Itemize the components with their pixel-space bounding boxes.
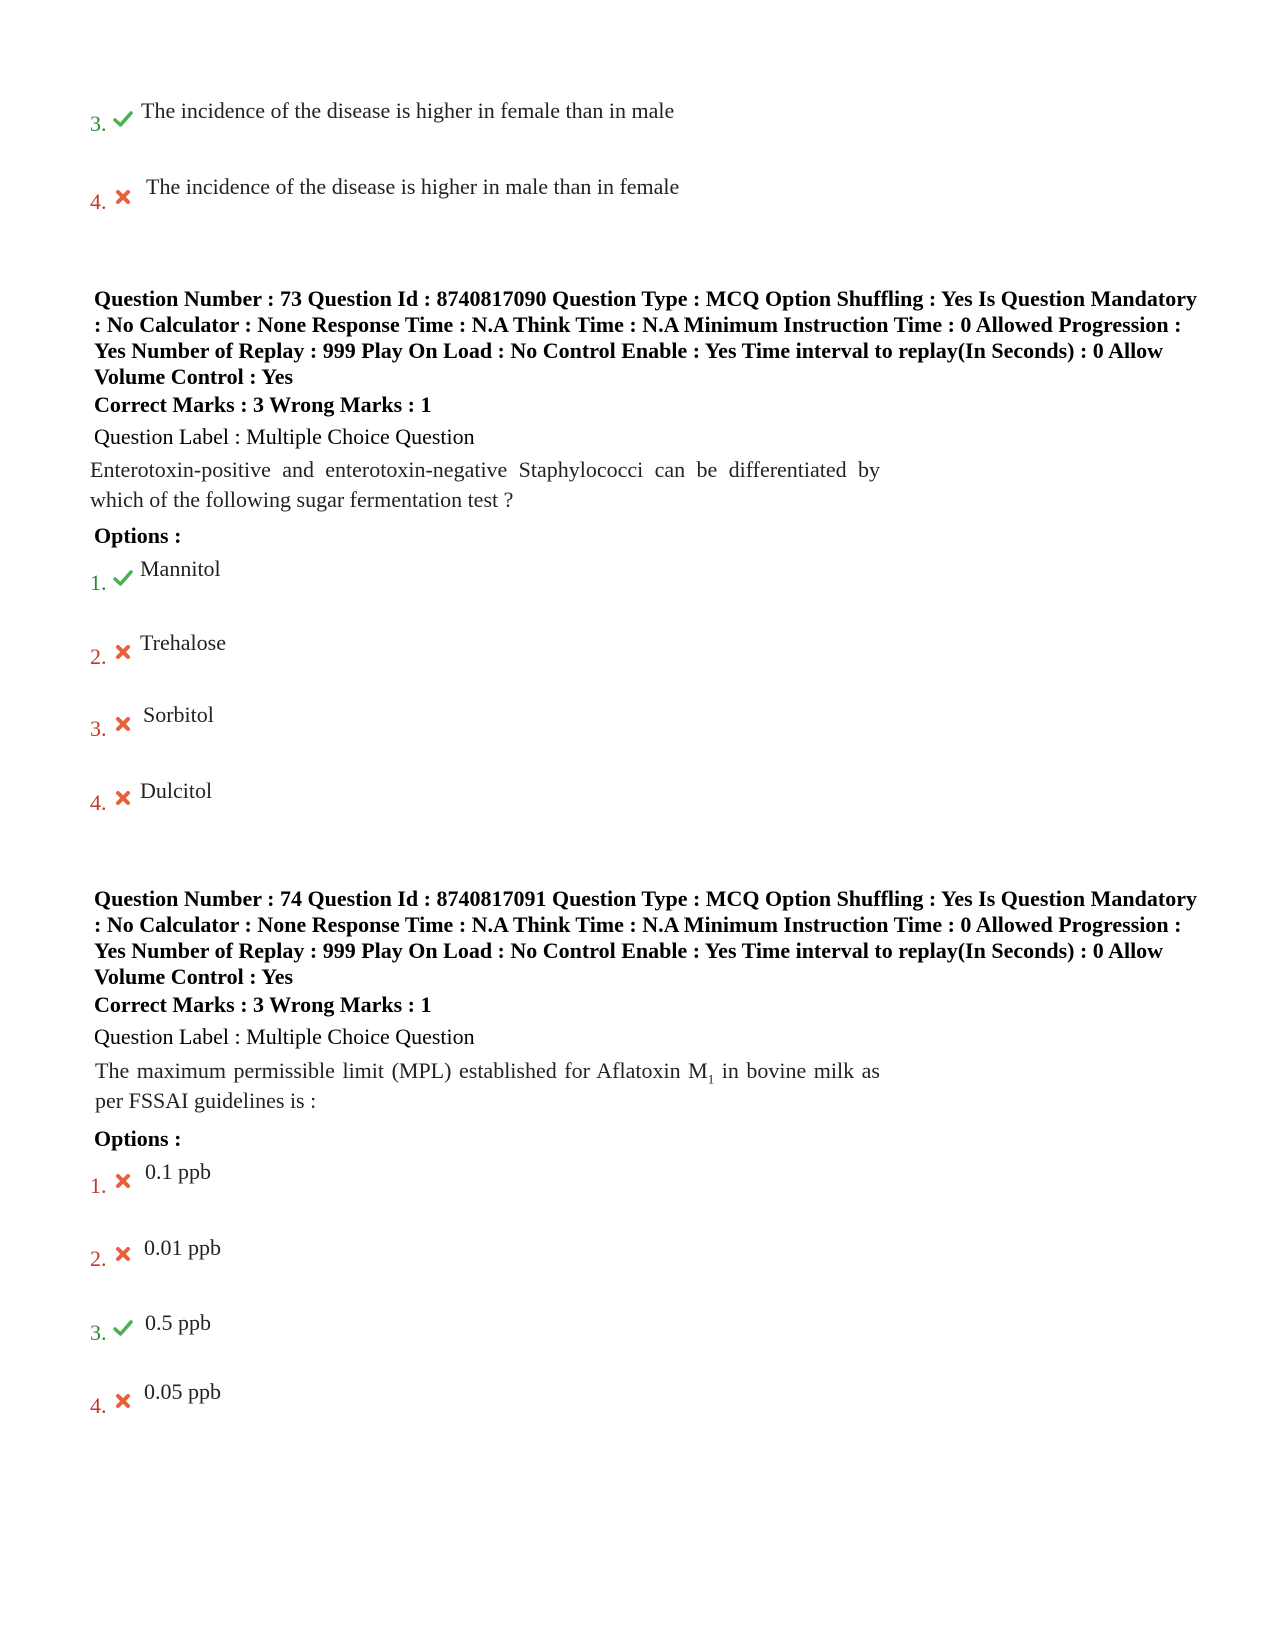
question-label: Question Label : Multiple Choice Question xyxy=(94,424,475,449)
option-text: 0.5 ppb xyxy=(145,1310,211,1335)
cross-icon xyxy=(112,713,134,735)
option-text: 0.1 ppb xyxy=(145,1159,211,1184)
question-text-line: Enterotoxin-positive and enterotoxin-negative Staphylococci can be differentiated by xyxy=(90,457,880,482)
option-number: 3. xyxy=(90,1320,107,1345)
check-icon xyxy=(112,1317,134,1339)
subscript: 1 xyxy=(707,1071,715,1087)
cross-icon xyxy=(112,1390,134,1412)
cross-icon xyxy=(112,1170,134,1192)
options-header: Options : xyxy=(94,1126,182,1151)
option-number: 1. xyxy=(90,570,107,595)
option-text: Dulcitol xyxy=(140,778,213,803)
cross-icon xyxy=(112,641,134,663)
option-text: 0.05 ppb xyxy=(144,1379,221,1404)
option-number: 1. xyxy=(90,1173,107,1198)
option-number: 3. xyxy=(90,111,107,136)
marks-info: Correct Marks : 3 Wrong Marks : 1 xyxy=(94,992,432,1017)
options-header: Options : xyxy=(94,523,182,548)
question-text-part: in bovine milk as xyxy=(714,1058,880,1083)
cross-icon xyxy=(112,186,134,208)
question-text-line: which of the following sugar fermentation test ? xyxy=(90,487,514,512)
check-icon xyxy=(112,567,134,589)
question-meta: Question Number : 73 Question Id : 8740817090 Question Type : MCQ Option Shuffling : Yes Is Question Mandatory : No Calculator : None Response Time : N.A Think Time : N.A Minimum Instruction Time : 0 Allowed Progression : Yes Number of Replay : 999 Play On Load : No Control Enable : Yes Time interval to replay(In Seconds) : 0 Allow Volume Control : Yes xyxy=(94,286,1197,389)
option-text: Mannitol xyxy=(140,556,221,581)
option-number: 4. xyxy=(90,1393,107,1418)
option-number: 2. xyxy=(90,644,107,669)
option-text: Sorbitol xyxy=(143,702,214,727)
option-number: 4. xyxy=(90,790,107,815)
marks-info: Correct Marks : 3 Wrong Marks : 1 xyxy=(94,392,432,417)
question-label: Question Label : Multiple Choice Question xyxy=(94,1024,475,1049)
cross-icon xyxy=(112,1243,134,1265)
option-number: 2. xyxy=(90,1246,107,1271)
check-icon xyxy=(112,108,134,130)
option-text: 0.01 ppb xyxy=(144,1235,221,1260)
option-text: The incidence of the disease is higher in female than in male xyxy=(141,98,675,123)
question-text-part: The maximum permissible limit (MPL) established for Aflatoxin M xyxy=(95,1058,708,1083)
question-meta: Question Number : 74 Question Id : 8740817091 Question Type : MCQ Option Shuffling : Yes Is Question Mandatory : No Calculator : None Response Time : N.A Think Time : N.A Minimum Instruction Time : 0 Allowed Progression : Yes Number of Replay : 999 Play On Load : No Control Enable : Yes Time interval to replay(In Seconds) : 0 Allow Volume Control : Yes xyxy=(94,886,1197,989)
question-text-line: per FSSAI guidelines is : xyxy=(95,1088,317,1113)
cross-icon xyxy=(112,787,134,809)
option-number: 3. xyxy=(90,716,107,741)
option-text: The incidence of the disease is higher in male than in female xyxy=(146,174,680,199)
option-number: 4. xyxy=(90,189,107,214)
option-text: Trehalose xyxy=(140,630,226,655)
